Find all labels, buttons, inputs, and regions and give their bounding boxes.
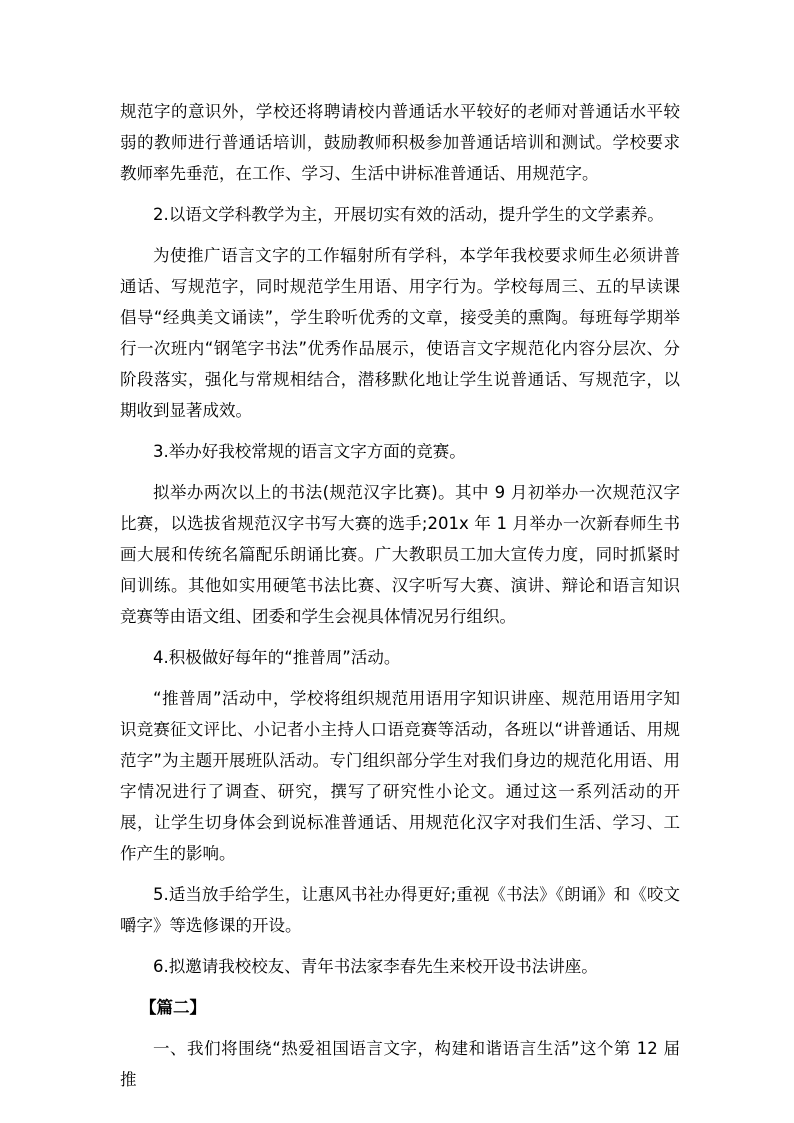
item-heading-3: 3.举办好我校常规的语言文字方面的竞赛。 bbox=[153, 442, 466, 461]
item-heading-2: 2.以语文学科教学为主，开展切实有效的活动，提升学生的文学素养。 bbox=[153, 205, 664, 224]
section-title: 【篇二】 bbox=[140, 998, 206, 1017]
document-body bbox=[120, 96, 680, 1095]
paragraph-item-2: 为使推广语言文字的工作辐射所有学科，本学年我校要求师生必须讲普通话、写规范字，同时规范学生用语、用字行为。学校每周三、五的早读课倡导“经典美文诵读”，学生聆听优秀的文章，接受美的熏陶。每班每学期举行一次班内“钢笔字书法”优秀作品展示，使语言文字规范化内容分层次、分阶段落实，强化与常规相结合，潜移默化地让学生说普通话、写规范字，以期收到显著成效。 bbox=[120, 246, 680, 420]
item-heading-6: 6.拟邀请我校校友、青年书法家李春先生来校开设书法讲座。 bbox=[153, 957, 598, 976]
paragraph-section-2: 一、我们将围绕“热爱祖国语言文字，构建和谐语言生活”这个第 12 届推 bbox=[120, 1039, 680, 1089]
item-heading-4: 4.积极做好每年的“推普周”活动。 bbox=[153, 648, 401, 667]
paragraph-continuation: 规范字的意识外，学校还将聘请校内普通话水平较好的老师对普通话水平较弱的教师进行普通话培训，鼓励教师积极参加普通话培训和测试。学校要求教师率先垂范，在工作、学习、生活中讲标准普通话、用规范字。 bbox=[120, 102, 680, 183]
paragraph-item-4: “推普周”活动中，学校将组织规范用语用字知识讲座、规范用语用字知识竞赛征文评比、小记者小主持人口语竞赛等活动，各班以“讲普通话、用规范字”为主题开展班队活动。专门组织部分学生对我们身边的规范化用语、用字情况进行了调查、研究，撰写了研究性小论文。通过这一系列活动的开展，让学生切身体会到说标准普通话、用规范化汉字对我们生活、学习、工作产生的影响。 bbox=[120, 689, 680, 863]
paragraph-item-3: 拟举办两次以上的书法(规范汉字比赛)。其中 9 月初举办一次规范汉字比赛，以选拔省规范汉字书写大赛的选手;201x 年 1 月举办一次新春师生书画大展和传统名篇配乐朗诵比赛。广大教职员工加大宣传力度，同时抓紧时间训练。其他如实用硬笔书法比赛、汉字听写大赛、演讲、辩论和语言知识竞赛等由语文组、团委和学生会视具体情况另行组织。 bbox=[120, 483, 680, 626]
item-heading-5: 5.适当放手给学生，让惠风书社办得更好;重视《书法》《朗诵》和《咬文嚼字》等选修课的开设。 bbox=[120, 885, 680, 935]
